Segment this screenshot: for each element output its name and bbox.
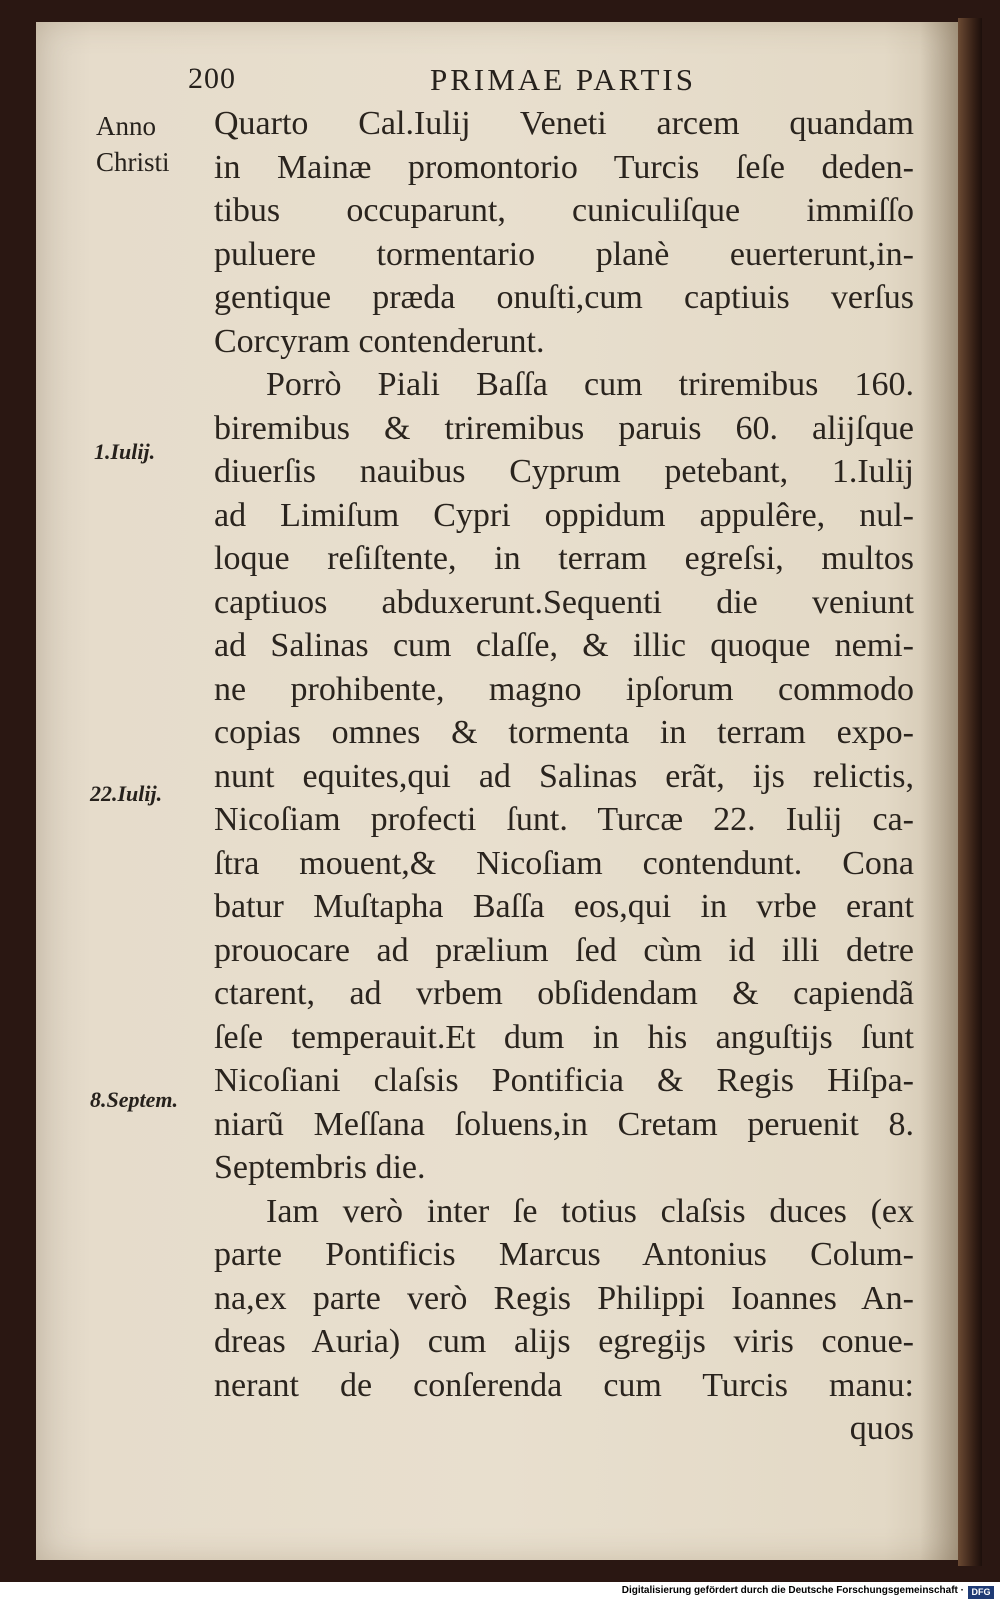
running-head: PRIMAE PARTIS: [430, 62, 696, 97]
text-line-27: parte Pontificis Marcus Antonius Colum-: [214, 1236, 914, 1273]
text-line-6: Corcyram contenderunt.: [214, 322, 545, 360]
catchword: quos: [849, 1410, 914, 1447]
digitization-credit: Digitalisierung gefördert durch die Deutsche Forschungsgemeinschaft ·: [621, 1585, 964, 1596]
footer-bar: [0, 1582, 1000, 1603]
text-line-26: Iam verò inter ſe totius claſsis duces (ex: [266, 1192, 914, 1230]
text-line-5: gentique præda onuſti,cum captiuis verſus: [214, 279, 914, 316]
text-line-23: Nicoſiani claſsis Pontificia & Regis Hiſpa-: [214, 1062, 914, 1099]
text-line-11: loque reſiſtente, in terram egreſsi, multos: [214, 540, 914, 577]
text-line-8: biremibus & triremibus paruis 60. alijſque: [214, 409, 914, 447]
text-line-1: Quarto Cal.Iulij Veneti arcem quandam: [214, 105, 914, 142]
text-line-18: ſtra mouent,& Nicoſiam contendunt. Cona: [214, 844, 914, 882]
text-line-9: diuerſis nauibus Cyprum petebant, 1.Iulij: [214, 453, 914, 490]
dfg-logo: DFG: [968, 1586, 994, 1599]
page-number: 200: [188, 62, 236, 95]
text-line-16: nunt equites,qui ad Salinas erãt, ijs relictis,: [214, 757, 914, 795]
text-line-21: ctarent, ad vrbem obſidendam & capiendã: [214, 975, 914, 1012]
text-line-17: Nicoſiam profecti ſunt. Turcæ 22. Iulij ca-: [214, 801, 914, 838]
body-text: [214, 102, 914, 1451]
text-line-13: ad Salinas cum claſſe, & illic quoque nemi-: [214, 627, 914, 664]
gutter-shadow: [920, 22, 958, 1560]
text-line-19: batur Muſtapha Baſſa eos,qui in vrbe erant: [214, 888, 914, 925]
text-line-30: nerant de conſerenda cum Turcis manu:: [214, 1366, 914, 1404]
text-line-10: ad Limiſum Cypri oppidum appulêre, nul-: [214, 496, 914, 534]
text-line-12: captiuos abduxerunt.Sequenti die veniunt: [214, 583, 914, 621]
text-line-29: dreas Auria) cum alijs egregijs viris conue-: [214, 1323, 914, 1360]
margin-date-1-iulij: 1.Iulij.: [94, 439, 156, 464]
text-line-7: Porrò Piali Baſſa cum triremibus 160.: [266, 366, 914, 403]
text-line-25: Septembris die.: [214, 1149, 426, 1186]
margin-anno: Anno: [96, 111, 156, 141]
margin-date-22-iulij: 22.Iulij.: [90, 781, 163, 806]
margin-christi: Christi: [96, 147, 170, 177]
text-line-3: tibus occuparunt, cuniculiſque immiſſo: [214, 192, 914, 229]
page-edge: [958, 18, 982, 1566]
text-line-22: ſeſe temperauit.Et dum in his anguſtijs ſunt: [214, 1018, 914, 1056]
text-line-20: prouocare ad prælium ſed cùm id illi detre: [214, 931, 914, 969]
text-line-15: copias omnes & tormenta in terram expo-: [214, 714, 914, 751]
text-line-2: in Mainæ promontorio Turcis ſeſe deden-: [214, 148, 914, 186]
margin-date-8-septem: 8.Septem.: [90, 1087, 178, 1112]
text-line-14: ne prohibente, magno ipſorum commodo: [214, 670, 914, 708]
text-line-4: puluere tormentario planè euerterunt,in-: [214, 235, 914, 273]
text-line-24: niarũ Meſſana ſoluens,in Cretam peruenit 8.: [214, 1105, 914, 1143]
page-header: [188, 62, 768, 102]
text-line-28: na,ex parte verò Regis Philippi Ioannes An-: [214, 1279, 914, 1317]
